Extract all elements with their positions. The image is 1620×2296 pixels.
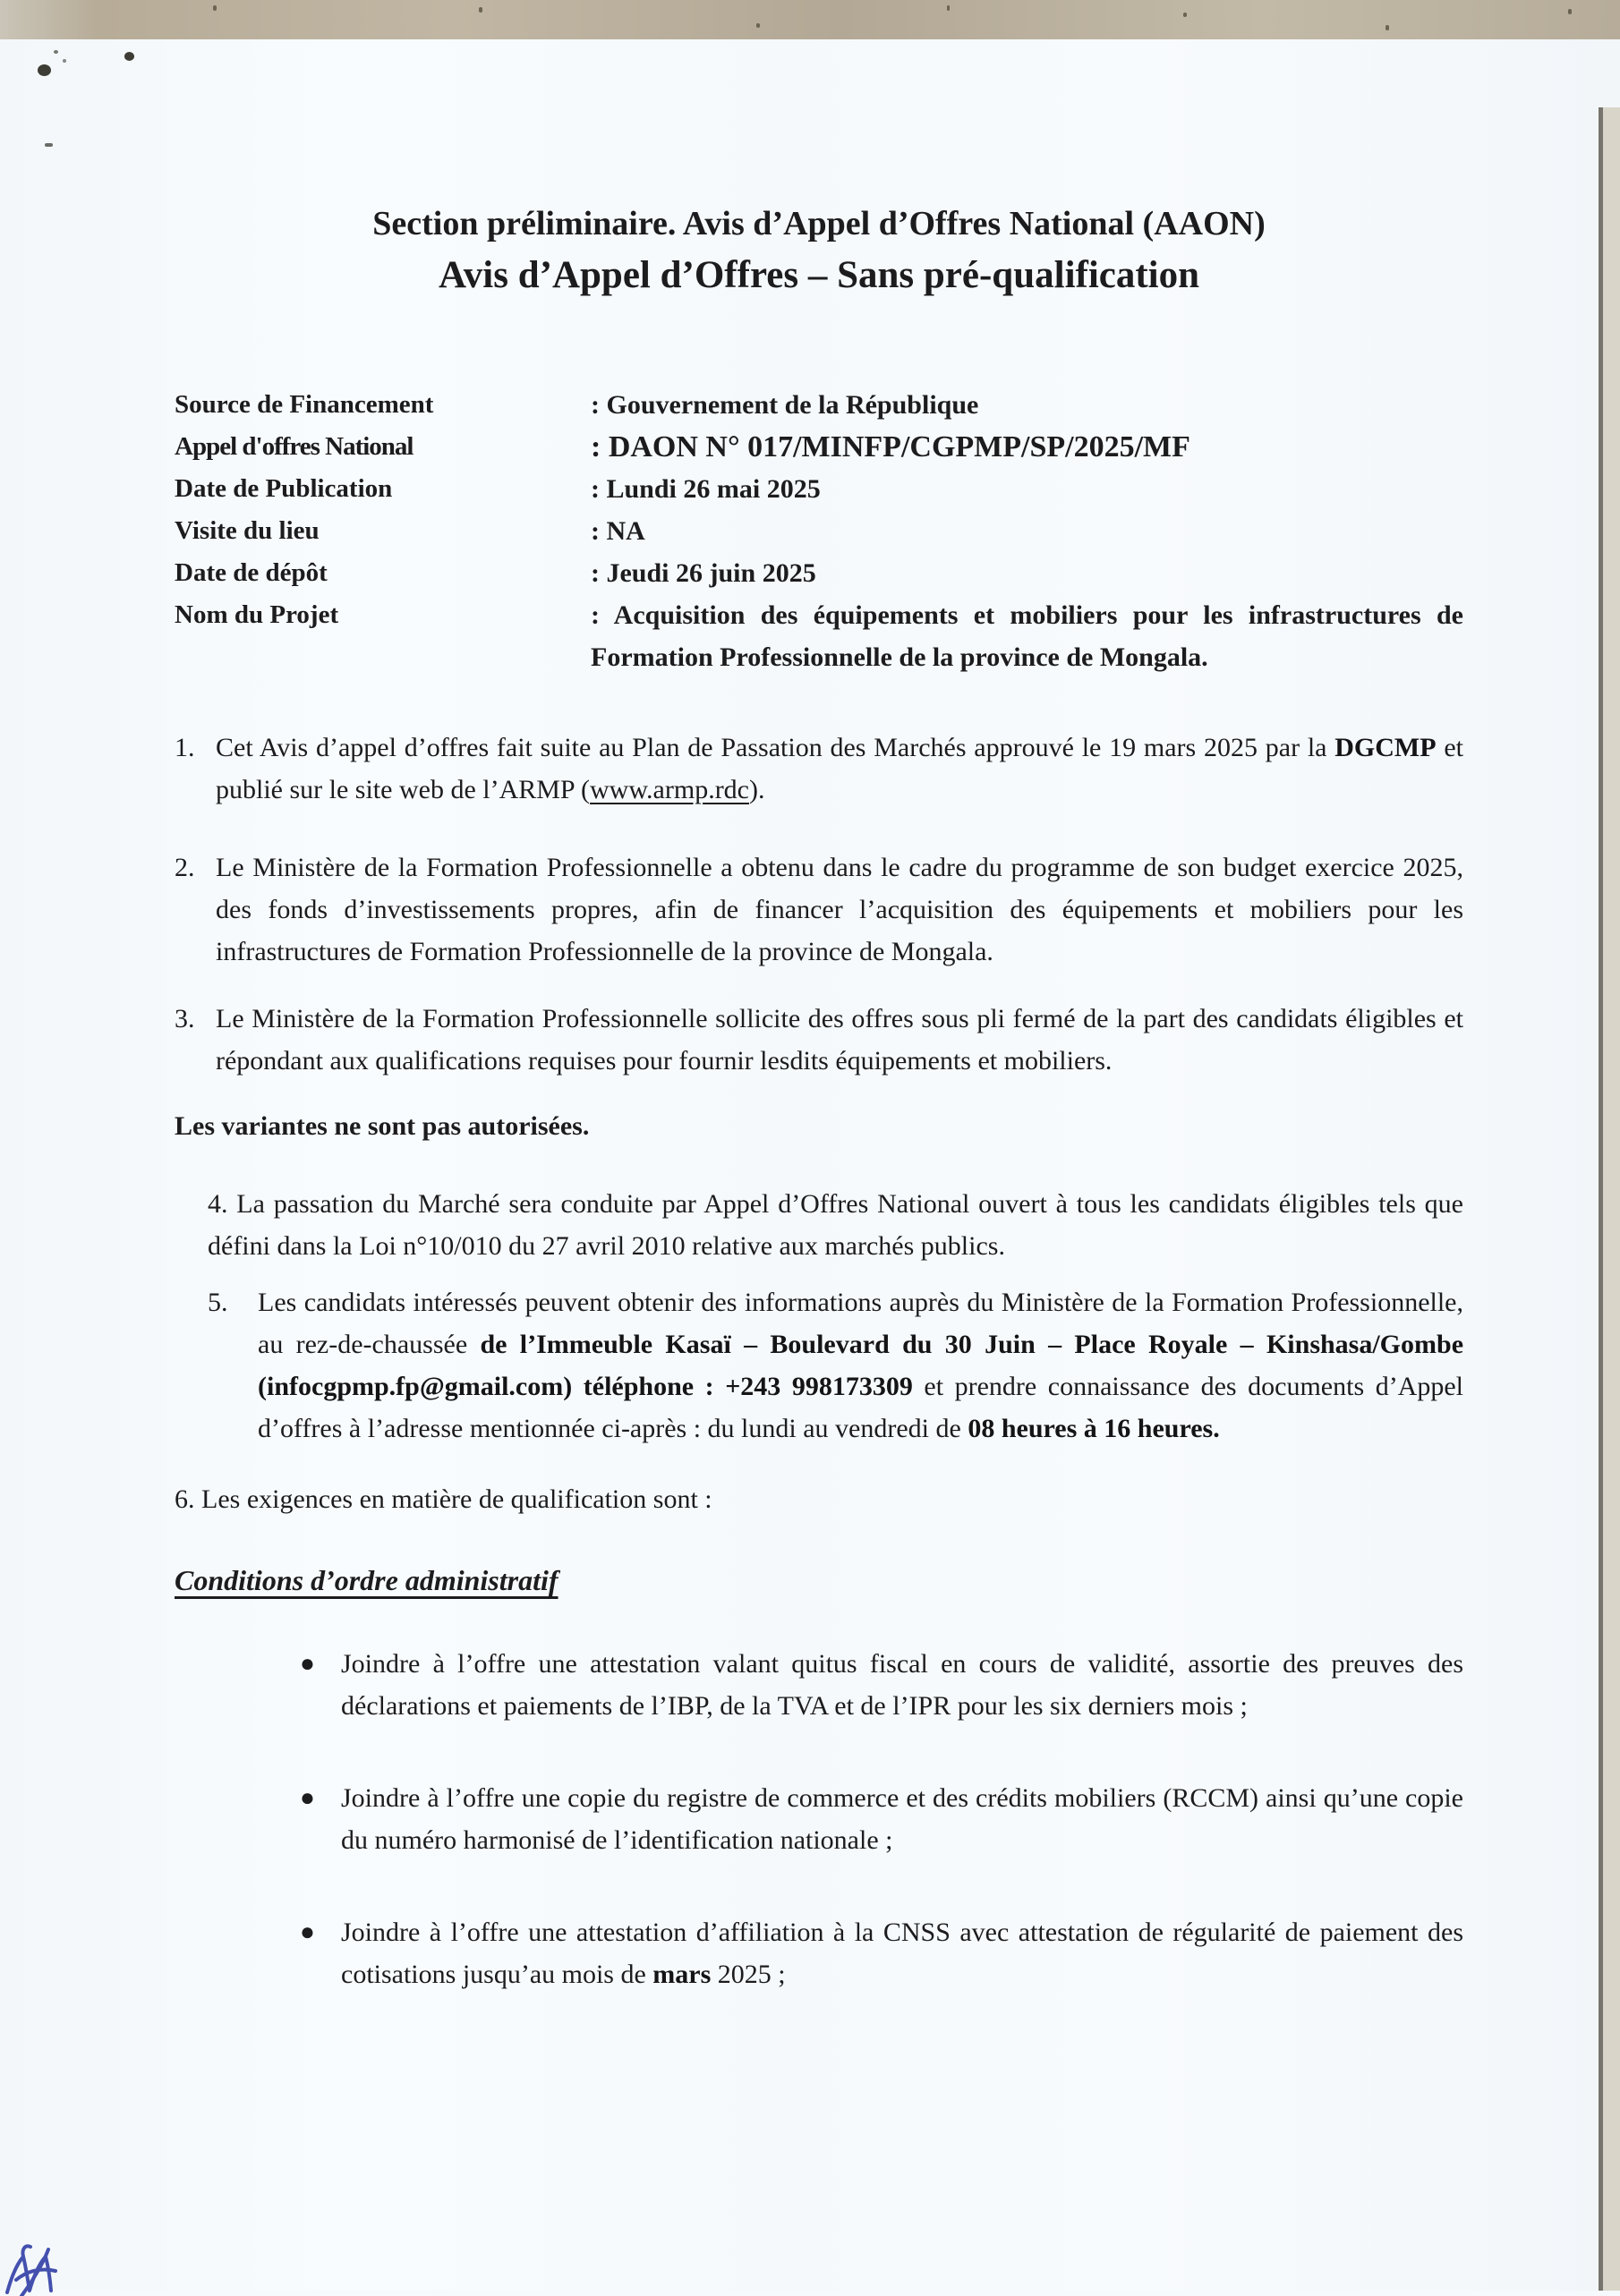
document-subtitle: Avis d’Appel d’Offres – Sans pré-qualification xyxy=(438,254,1200,296)
bold-text-run: de l’Immeuble Kasaï – Boulevard du 30 Juin – Place Royale – Kinshasa/Gombe (infocgpmp.fp@gmail.com) téléphone : +243 998173309 xyxy=(258,1330,1464,1401)
scan-speck xyxy=(1183,13,1187,17)
meta-label: Nom du Projet xyxy=(175,600,339,629)
text-run: 2025 ; xyxy=(711,1960,786,1989)
paragraph-text: Le Ministère de la Formation Professionnelle a obtenu dans le cadre du programme de son budget exercice 2025, des fonds d’investissements propres, afin de financer l’acquisition des équipements et mobiliers pour les infrastructures de Formation Professionnelle de la province de Mongala. xyxy=(216,853,1463,966)
bold-text-run: 08 heures à 16 heures. xyxy=(968,1414,1220,1443)
list-number: 5. xyxy=(208,1288,228,1317)
meta-label: Source de Financement xyxy=(175,390,434,419)
meta-label: Date de Publication xyxy=(175,474,393,503)
metadata-table xyxy=(175,384,1463,678)
scan-speck xyxy=(1568,9,1572,14)
meta-value: : Lundi 26 mai 2025 xyxy=(591,474,821,504)
bullet-item-cnss xyxy=(300,1911,1463,1995)
bullet-text: Joindre à l’offre une attestation valant quitus fiscal en cours de validité, assortie des preuves des déclarations et paiements de l’IBP, de la TVA et de l’IPR pour les six derniers mois ; xyxy=(341,1649,1463,1721)
dirt-speck xyxy=(63,59,66,63)
meta-value: : Acquisition des équipements et mobiliers pour les infrastructures de Formation Professionnelle de la province de Mongala. xyxy=(591,600,1463,672)
meta-value: : Gouvernement de la République xyxy=(591,390,979,420)
url-text: www.armp.rdc xyxy=(590,775,749,804)
text-run: et prendre connaissance des documents d’Appel d’offres à l’adresse mentionnée ci-après : du lundi au vendredi de xyxy=(258,1372,1464,1443)
paragraph-text: Le Ministère de la Formation Professionnelle sollicite des offres sous pli fermé de la part des candidats éligibles et répondant aux qualifications requises pour fournir lesdits équipements et mobiliers. xyxy=(216,1004,1463,1076)
text-run: Cet Avis d’appel d’offres fait suite au Plan de Passation des Marchés approuvé le 19 mars 2025 par la xyxy=(216,733,1335,762)
bullet-text xyxy=(341,1911,1463,1995)
scan-speck xyxy=(213,5,217,11)
paragraph-3 xyxy=(175,998,1463,1082)
scan-speck xyxy=(756,23,760,28)
paragraph-text xyxy=(258,1288,1463,1443)
handwritten-initials xyxy=(4,2233,63,2296)
meta-label: Appel d'offres National xyxy=(175,432,414,461)
bold-text-run: mars xyxy=(652,1960,712,1989)
list-number: 3. xyxy=(175,1004,195,1033)
paragraph-5 xyxy=(208,1281,1463,1450)
text-run: Joindre à l’offre une attestation d’affiliation à la CNSS avec attestation de régularité de paiement des cotisations jusqu’au mois de xyxy=(341,1918,1463,1989)
paper-right-margin-area xyxy=(1603,107,1620,2291)
metadata-row-depot xyxy=(175,552,1463,594)
staple-mark xyxy=(38,64,51,76)
bold-text-run: DGCMP xyxy=(1334,733,1437,762)
list-number: 1. xyxy=(175,733,195,762)
metadata-row-appel-offres xyxy=(175,426,1463,468)
metadata-row-visite xyxy=(175,510,1463,552)
list-number: 2. xyxy=(175,853,195,882)
dirt-speck xyxy=(45,143,53,147)
text-run: ). xyxy=(749,775,765,804)
paragraph-text xyxy=(216,733,1463,804)
bullet-item-rccm xyxy=(300,1777,1463,1861)
bullet-icon: ● xyxy=(300,1650,315,1678)
paper-edge-shadow-line xyxy=(1599,107,1603,2291)
scan-speck xyxy=(947,5,950,11)
metadata-row-projet xyxy=(175,594,1463,678)
bullet-text: Joindre à l’offre une copie du registre de commerce et des crédits mobiliers (RCCM) ainsi qu’une copie du numéro harmonisé de l’identification nationale ; xyxy=(341,1783,1463,1855)
meta-label: Date de dépôt xyxy=(175,558,328,587)
meta-value: : NA xyxy=(591,516,645,546)
bullet-icon: ● xyxy=(300,1918,315,1946)
paragraph-1 xyxy=(175,727,1463,811)
paragraph-6: 6. Les exigences en matière de qualification sont : xyxy=(175,1484,712,1514)
meta-value: : DAON N° 017/MINFP/CGPMP/SP/2025/MF xyxy=(591,430,1190,463)
metadata-row-publication xyxy=(175,468,1463,510)
scan-speck xyxy=(479,7,482,13)
text-run: Les candidats intéressés peuvent obtenir des informations auprès du Ministère de la Formation Professionnelle, au rez-de-chaussée xyxy=(258,1288,1463,1359)
paragraph-2 xyxy=(175,846,1463,973)
bullet-icon: ● xyxy=(300,1784,315,1812)
meta-label: Visite du lieu xyxy=(175,516,320,545)
meta-value: : Jeudi 26 juin 2025 xyxy=(591,558,816,588)
document-content xyxy=(175,201,1463,1995)
scanner-background-band xyxy=(0,0,1620,39)
scan-speck xyxy=(1386,25,1389,30)
dirt-speck xyxy=(54,50,58,54)
paragraph-4: 4. La passation du Marché sera conduite par Appel d’Offres National ouvert à tous les candidats éligibles tels que défini dans la Loi n°10/010 du 27 avril 2010 relative aux marchés publics. xyxy=(208,1189,1463,1261)
document-title: Section préliminaire. Avis d’Appel d’Offres National (AAON) xyxy=(372,205,1266,242)
bullet-item-quitus-fiscal xyxy=(300,1643,1463,1727)
section-heading-conditions-administratif: Conditions d’ordre administratif xyxy=(175,1564,558,1596)
staple-mark xyxy=(124,52,134,61)
metadata-row-financement xyxy=(175,384,1463,426)
variants-note: Les variantes ne sont pas autorisées. xyxy=(175,1111,590,1141)
text-run: et publié sur le site web de l’ARMP ( xyxy=(216,733,1464,804)
